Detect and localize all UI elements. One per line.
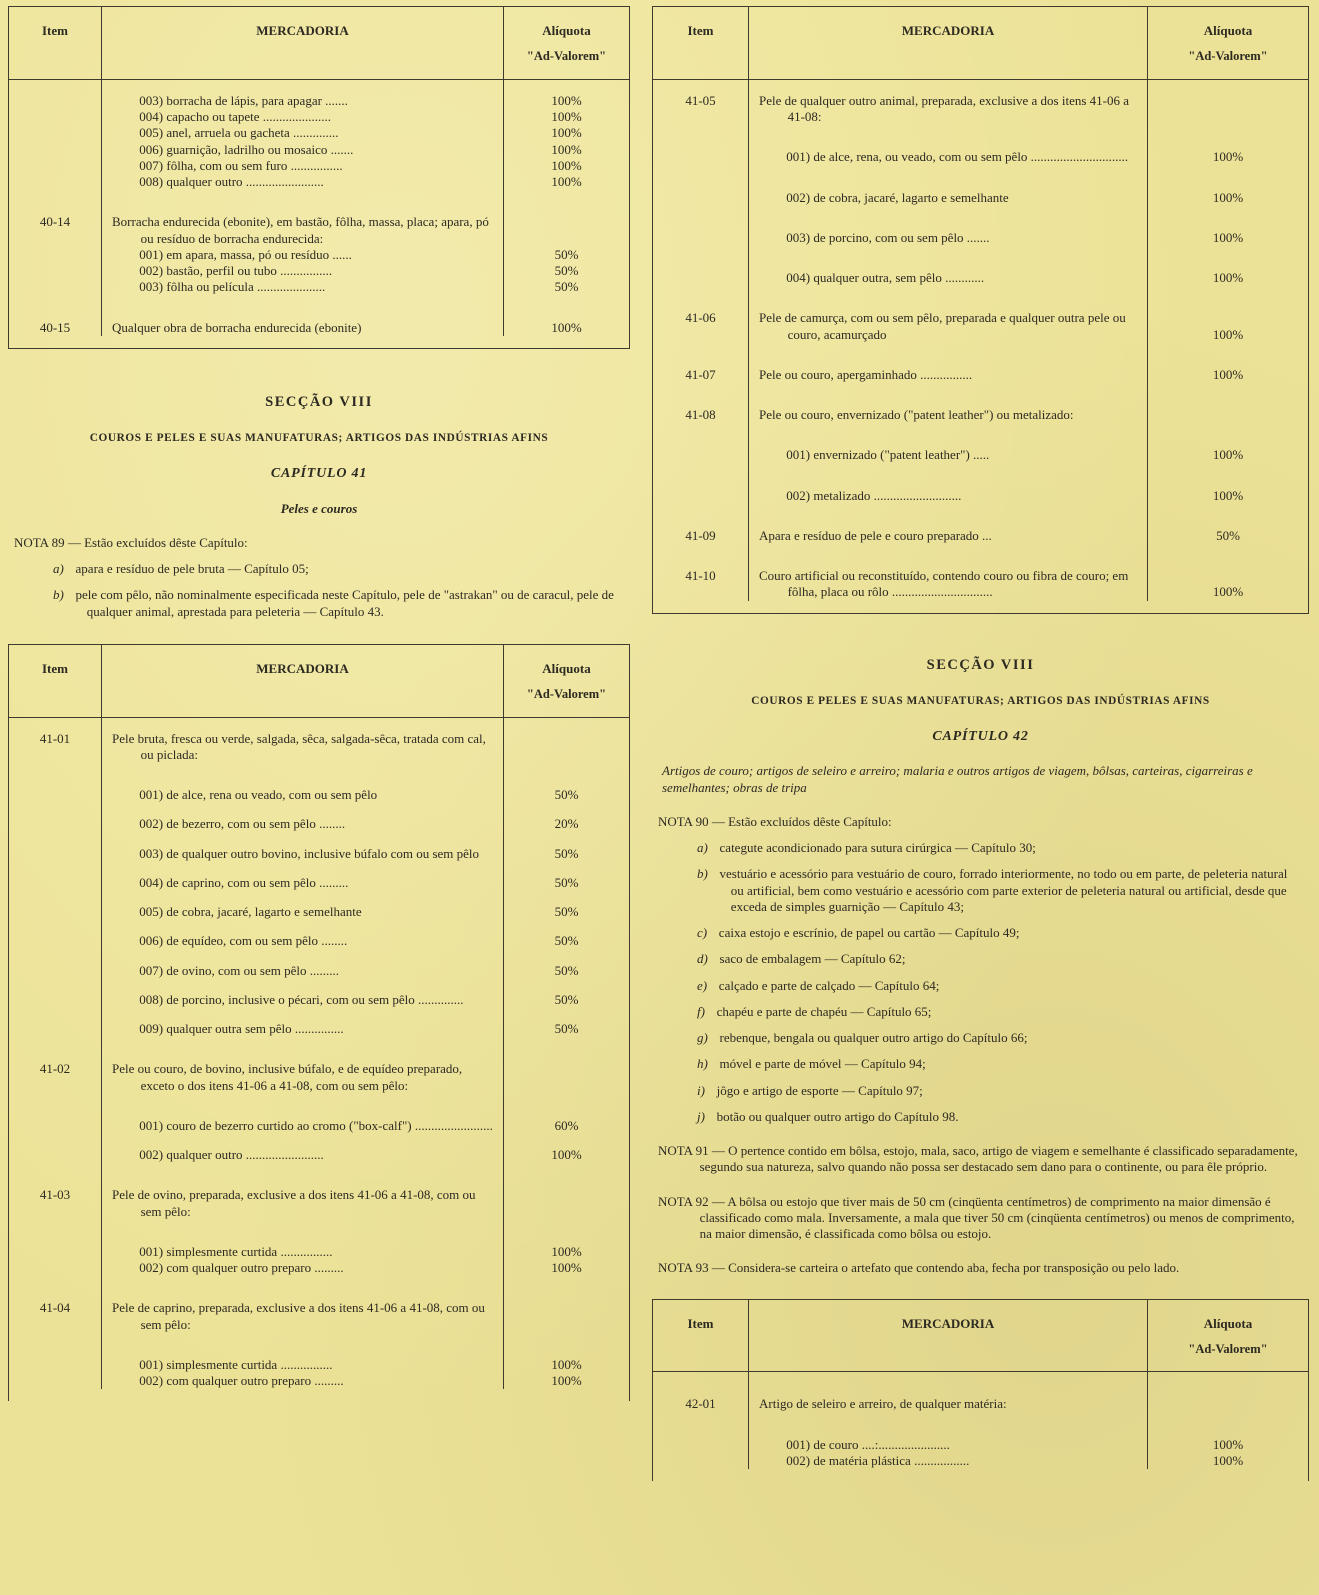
- aliquota-cell: 100%: [1212, 447, 1244, 463]
- note-item-text: rebenque, bengala ou qualquer outro artigo do Capítulo 66;: [719, 1030, 1028, 1046]
- note-item: [658, 840, 1303, 856]
- header-aliquota: [1148, 1300, 1308, 1372]
- note-item-letter: e): [697, 977, 708, 993]
- item-number-cell: [9, 862, 101, 891]
- header-aliquota-line2: "Ad-Valorem": [1188, 1341, 1268, 1356]
- note-item-letter: d): [697, 951, 708, 967]
- note-item-letter: h): [697, 1056, 708, 1072]
- capitulo-heading: CAPÍTULO 42: [932, 728, 1029, 744]
- aliquota-cell: 100%: [1212, 584, 1244, 600]
- mercadoria-cell: 007) fôlha, com ou sem furo ................: [101, 158, 504, 174]
- note-item: [658, 1083, 1303, 1099]
- aliquota-cell: 100%: [1212, 1436, 1244, 1452]
- note-item: [658, 866, 1303, 915]
- table-row: [9, 190, 629, 247]
- table-row: [9, 1276, 629, 1333]
- item-number-cell: [9, 891, 101, 920]
- aliquota-cell: 50%: [554, 904, 579, 920]
- table-row: [9, 862, 629, 891]
- mercadoria-cell: 001) de alce, rena, ou veado, com ou sem pêlo ..............................: [748, 125, 1148, 165]
- nota-90-items: [658, 840, 1303, 1125]
- header-aliquota-line2: "Ad-Valorem": [526, 687, 607, 702]
- note-item-text: saco de embalagem — Capítulo 62;: [719, 951, 906, 967]
- aliquota-cell: 50%: [554, 874, 579, 890]
- table-row: [653, 206, 1308, 246]
- item-number-cell: [9, 279, 101, 295]
- item-number-cell: [653, 125, 748, 165]
- aliquota-cell: [1148, 383, 1308, 423]
- item-number-cell: 41-05: [685, 92, 716, 108]
- aliquota-cell: [1148, 80, 1308, 126]
- table-row: [9, 718, 629, 764]
- table-row: [653, 1372, 1308, 1412]
- item-number-cell: 41-01: [39, 730, 71, 746]
- capitulo-heading: CAPÍTULO 41: [270, 466, 368, 482]
- tariff-table-1: [8, 6, 630, 349]
- table-row: [9, 158, 629, 174]
- header-item: Item: [687, 23, 714, 38]
- aliquota-cell: 50%: [1216, 527, 1240, 543]
- table-row: [9, 1333, 629, 1373]
- item-number-cell: [653, 206, 748, 246]
- aliquota-cell: 100%: [551, 109, 582, 125]
- header-item: Item: [42, 23, 68, 38]
- mercadoria-cell: Borracha endurecida (ebonite), em bastão, fôlha, massa, placa; apara, pó ou resíduo de borracha endurecida:: [101, 190, 504, 247]
- item-number-cell: [9, 142, 101, 158]
- table-row: [653, 80, 1308, 126]
- mercadoria-cell: 002) com qualquer outro preparo .........: [101, 1260, 504, 1276]
- table-header: [9, 7, 629, 80]
- note-item-text: móvel e parte de móvel — Capítulo 94;: [719, 1056, 926, 1072]
- note-item: [658, 1004, 1303, 1020]
- aliquota-cell: 100%: [1212, 270, 1244, 286]
- mercadoria-cell: 002) de bezerro, com ou sem pêlo ........: [101, 803, 504, 832]
- aliquota-cell: 100%: [551, 1373, 582, 1389]
- header-aliquota: [1148, 7, 1308, 79]
- note-item-letter: g): [697, 1030, 708, 1046]
- table-row: [653, 383, 1308, 423]
- aliquota-cell: 100%: [1212, 229, 1244, 245]
- mercadoria-cell: 001) couro de bezerro curtido ao cromo ("box-calf") ........................: [101, 1094, 504, 1134]
- mercadoria-cell: 009) qualquer outra sem pêlo ...............: [101, 1008, 504, 1037]
- header-item: Item: [687, 1315, 714, 1331]
- aliquota-cell: 100%: [551, 125, 582, 141]
- mercadoria-cell: Couro artificial ou reconstituído, contendo couro ou fibra de couro; em fôlha, placa ou rôlo ...............................: [748, 544, 1148, 601]
- table-row: [9, 763, 629, 803]
- item-number-cell: [9, 950, 101, 979]
- note-item: [658, 1056, 1303, 1072]
- table-row: [9, 279, 629, 295]
- item-number-cell: [9, 247, 101, 263]
- header-item: Item: [42, 660, 68, 676]
- table-row: [9, 109, 629, 125]
- tariff-table-3: [652, 6, 1309, 614]
- aliquota-cell: 100%: [1212, 1452, 1244, 1468]
- note-item-letter: b): [53, 587, 64, 603]
- note-item-letter: b): [697, 866, 708, 882]
- table-body: [653, 80, 1308, 613]
- header-aliquota-line1: Alíquota: [1203, 23, 1253, 38]
- mercadoria-cell: 001) de alce, rena ou veado, com ou sem pêlo: [101, 763, 504, 803]
- mercadoria-cell: 002) de cobra, jacaré, lagarto e semelhante: [748, 166, 1148, 206]
- header-mercadoria: MERCADORIA: [748, 1300, 1148, 1372]
- mercadoria-cell: 006) guarnição, ladrilho ou mosaico .......: [101, 142, 504, 158]
- mercadoria-cell: 001) de couro ....:......................: [748, 1413, 1148, 1453]
- mercadoria-cell: Pele de qualquer outro animal, preparada, exclusive a dos itens 41-06 a 41-08:: [748, 80, 1148, 126]
- note-item-text: categute acondicionado para sutura cirúrgica — Capítulo 30;: [719, 840, 1036, 856]
- table-row: [9, 125, 629, 141]
- mercadoria-cell: Pele bruta, fresca ou verde, salgada, sêca, salgada-sêca, tratada com cal, ou piclada:: [101, 718, 504, 764]
- table-row: [653, 166, 1308, 206]
- table-row: [9, 247, 629, 263]
- note-item-text: calçado e parte de calçado — Capítulo 64;: [718, 977, 940, 993]
- nota-90: NOTA 90 — Estão excluídos dêste Capítulo:: [658, 813, 892, 829]
- item-number-cell: [9, 1333, 101, 1373]
- aliquota-cell: 50%: [554, 991, 579, 1007]
- table-row: [9, 1037, 629, 1094]
- header-mercadoria: MERCADORIA: [748, 7, 1148, 79]
- table-row: [9, 1163, 629, 1220]
- aliquota-cell: 100%: [551, 1356, 582, 1372]
- item-number-cell: [9, 80, 101, 109]
- table-row: [653, 544, 1308, 601]
- item-number-cell: [9, 1134, 101, 1163]
- mercadoria-cell: 005) anel, arruela ou gacheta ..............: [101, 125, 504, 141]
- note-item-letter: c): [697, 925, 708, 941]
- aliquota-cell: 50%: [554, 787, 579, 803]
- aliquota-cell: 50%: [554, 263, 579, 279]
- item-number-cell: [653, 423, 748, 463]
- table-body: [9, 80, 629, 348]
- note-item-text: jôgo e artigo de esporte — Capítulo 97;: [716, 1082, 923, 1098]
- capitulo-subtitle: Artigos de couro; artigos de seleiro e arreiro; malaria e outros artigos de viagem, bôlsas, carteiras, cigarreiras e semelhantes; obras de tripa: [662, 763, 1253, 795]
- note-item: [658, 951, 1303, 967]
- note-item-text: pele com pêlo, não nominalmente especificada neste Capítulo, pele de "astrakan" ou de caracul, pele de qualquer animal, aprestada para peleteria — Capítulo 43.: [75, 587, 614, 619]
- item-number-cell: [653, 464, 748, 504]
- table-row: [653, 423, 1308, 463]
- header-aliquota-line1: Alíquota: [542, 660, 591, 676]
- item-number-cell: [653, 1413, 748, 1453]
- aliquota-cell: [1148, 1372, 1308, 1412]
- mercadoria-cell: 003) borracha de lápis, para apagar .......: [101, 80, 504, 109]
- mercadoria-cell: Pele ou couro, apergaminhado ................: [748, 343, 1148, 383]
- mercadoria-cell: 003) fôlha ou película .....................: [101, 279, 504, 295]
- mercadoria-cell: 001) simplesmente curtida ................: [101, 1220, 504, 1260]
- aliquota-cell: 50%: [554, 279, 579, 295]
- note-item-text: chapéu e parte de chapéu — Capítulo 65;: [716, 1003, 932, 1019]
- table-row: [653, 1453, 1308, 1469]
- item-number-cell: [9, 979, 101, 1008]
- aliquota-cell: [504, 1037, 629, 1094]
- note-item-letter: j): [697, 1108, 705, 1124]
- nota-93: NOTA 93 — Considera-se carteira o artefato que contendo aba, fecha por transposição ou pelo lado.: [658, 1260, 1180, 1276]
- mercadoria-cell: 001) simplesmente curtida ................: [101, 1333, 504, 1373]
- table-row: [9, 979, 629, 1008]
- item-number-cell: 42-01: [685, 1396, 716, 1412]
- aliquota-cell: 100%: [1212, 189, 1244, 205]
- table-row: [653, 246, 1308, 286]
- item-number-cell: 41-03: [39, 1187, 71, 1203]
- aliquota-cell: 100%: [1212, 487, 1244, 503]
- table-row: [9, 920, 629, 949]
- aliquota-cell: 100%: [1212, 366, 1244, 382]
- mercadoria-cell: Pele de camurça, com ou sem pêlo, preparada e qualquer outra pele ou couro, acamurçado: [748, 286, 1148, 343]
- table-row: [9, 1220, 629, 1260]
- mercadoria-cell: Pele ou couro, envernizado ("patent leather") ou metalizado:: [748, 383, 1148, 423]
- header-mercadoria: MERCADORIA: [101, 7, 504, 79]
- note-item: [658, 1109, 1303, 1125]
- aliquota-cell: 100%: [551, 1147, 582, 1163]
- table-row: [9, 1260, 629, 1276]
- item-number-cell: [9, 1220, 101, 1260]
- tariff-table-4: [652, 1299, 1309, 1482]
- mercadoria-cell: Qualquer obra de borracha endurecida (ebonite): [101, 296, 504, 336]
- item-number-cell: 41-10: [685, 568, 716, 584]
- table-row: [9, 142, 629, 158]
- aliquota-cell: 100%: [1212, 149, 1244, 165]
- aliquota-cell: 50%: [554, 246, 579, 262]
- aliquota-cell: 100%: [551, 141, 582, 157]
- table-row: [9, 263, 629, 279]
- item-number-cell: [653, 246, 748, 286]
- aliquota-cell: 100%: [551, 1243, 582, 1259]
- seccao-heading: SECÇÃO VIII: [265, 393, 373, 410]
- aliquota-cell: [504, 190, 629, 247]
- right-column: [652, 6, 1309, 1589]
- table-row: [653, 343, 1308, 383]
- item-number-cell: [9, 174, 101, 190]
- aliquota-cell: 100%: [551, 319, 582, 335]
- mercadoria-cell: 007) de ovino, com ou sem pêlo .........: [101, 950, 504, 979]
- mercadoria-cell: Pele de ovino, preparada, exclusive a dos itens 41-06 a 41-08, com ou sem pêlo:: [101, 1163, 504, 1220]
- note-item: [658, 925, 1303, 941]
- table-row: [9, 833, 629, 862]
- item-number-cell: [9, 1260, 101, 1276]
- aliquota-cell: 100%: [551, 157, 582, 173]
- mercadoria-cell: Apara e resíduo de pele e couro preparado ...: [748, 504, 1148, 544]
- item-number-cell: [9, 1008, 101, 1037]
- table-row: [9, 174, 629, 190]
- item-number-cell: [9, 125, 101, 141]
- aliquota-cell: 100%: [1212, 326, 1244, 342]
- mercadoria-cell: 008) de porcino, inclusive o pécari, com ou sem pêlo ..............: [101, 979, 504, 1008]
- aliquota-cell: 60%: [554, 1117, 579, 1133]
- aliquota-cell: 100%: [551, 92, 582, 108]
- table-row: [9, 803, 629, 832]
- table-row: [9, 296, 629, 336]
- mercadoria-cell: 004) capacho ou tapete .....................: [101, 109, 504, 125]
- mercadoria-cell: 004) qualquer outra, sem pêlo ............: [748, 246, 1148, 286]
- table-row: [653, 504, 1308, 544]
- mercadoria-cell: 002) com qualquer outro preparo .........: [101, 1373, 504, 1389]
- seccao-description: COUROS E PELES E SUAS MANUFATURAS; ARTIGOS DAS INDÚSTRIAS AFINS: [751, 694, 1210, 707]
- aliquota-cell: [504, 718, 629, 764]
- aliquota-cell: [504, 1163, 629, 1220]
- item-number-cell: [653, 1453, 748, 1469]
- table-row: [9, 80, 629, 109]
- aliquota-cell: 50%: [554, 1021, 579, 1037]
- note-item: [658, 978, 1303, 994]
- header-aliquota-line2: "Ad-Valorem": [1188, 49, 1268, 64]
- note-item: [14, 587, 624, 620]
- item-number-cell: [9, 109, 101, 125]
- note-item-letter: a): [697, 840, 708, 856]
- header-aliquota: [504, 645, 629, 717]
- seccao-description: COUROS E PELES E SUAS MANUFATURAS; ARTIGOS DAS INDÚSTRIAS AFINS: [89, 432, 549, 444]
- mercadoria-cell: 008) qualquer outro ........................: [101, 174, 504, 190]
- table-row: [653, 1413, 1308, 1453]
- table-header: [9, 645, 629, 718]
- nota-89: NOTA 89 — Estão excluídos dêste Capítulo:: [14, 534, 248, 550]
- table-row: [653, 464, 1308, 504]
- note-item: [14, 561, 624, 577]
- header-aliquota-line1: Alíquota: [542, 23, 591, 38]
- note-item-text: caixa estojo e escrínio, de papel ou cartão — Capítulo 49;: [718, 925, 1020, 941]
- table-row: [653, 286, 1308, 343]
- mercadoria-cell: 003) de porcino, com ou sem pêlo .......: [748, 206, 1148, 246]
- aliquota-cell: 50%: [554, 962, 579, 978]
- mercadoria-cell: Pele ou couro, de bovino, inclusive búfalo, e de equídeo preparado, exceto o dos itens 41-06 a 41-08, com ou sem pêlo:: [101, 1037, 504, 1094]
- item-number-cell: 40-15: [39, 319, 71, 335]
- header-aliquota: [504, 7, 629, 79]
- table-header: [653, 1300, 1308, 1373]
- mercadoria-cell: Pele de caprino, preparada, exclusive a dos itens 41-06 a 41-08, com ou sem pêlo:: [101, 1276, 504, 1333]
- aliquota-cell: 20%: [554, 816, 579, 832]
- table-row: [9, 950, 629, 979]
- item-number-cell: 41-02: [39, 1061, 71, 1077]
- item-number-cell: [9, 803, 101, 832]
- note-item-letter: i): [697, 1082, 705, 1098]
- section-capitulo-42: [652, 638, 1309, 1281]
- item-number-cell: [653, 166, 748, 206]
- table-row: [9, 1008, 629, 1037]
- aliquota-cell: 50%: [554, 933, 579, 949]
- item-number-cell: 40-14: [39, 214, 71, 230]
- item-number-cell: [9, 833, 101, 862]
- mercadoria-cell: 001) envernizado ("patent leather") .....: [748, 423, 1148, 463]
- note-item: [658, 1030, 1303, 1046]
- note-item-letter: f): [697, 1003, 705, 1019]
- item-number-cell: 41-07: [685, 366, 716, 382]
- left-column: [8, 6, 630, 1589]
- mercadoria-cell: 006) de equídeo, com ou sem pêlo ........: [101, 920, 504, 949]
- item-number-cell: [9, 1373, 101, 1389]
- mercadoria-cell: 003) de qualquer outro bovino, inclusive búfalo com ou sem pêlo: [101, 833, 504, 862]
- item-number-cell: 41-06: [685, 310, 716, 326]
- header-aliquota-line1: Alíquota: [1203, 1315, 1253, 1331]
- header-mercadoria: MERCADORIA: [101, 645, 504, 717]
- table-row: [9, 891, 629, 920]
- table-row: [9, 1373, 629, 1389]
- table-body: [653, 1372, 1308, 1481]
- mercadoria-cell: 002) qualquer outro ........................: [101, 1134, 504, 1163]
- table-row: [9, 1134, 629, 1163]
- mercadoria-cell: 002) metalizado ...........................: [748, 464, 1148, 504]
- item-number-cell: 41-08: [685, 407, 716, 423]
- nota-92: NOTA 92 — A bôlsa ou estojo que tiver mais de 50 cm (cinqüenta centímetros) de comprimento na maior dimensão é classificado como mala. Inversamente, a mala que tiver 50 cm (cinqüenta centímetros) ou menos de comprimento, na maior dimensão, é classificada como bôlsa ou estojo.: [658, 1193, 1295, 1242]
- mercadoria-cell: Artigo de seleiro e arreiro, de qualquer matéria:: [748, 1372, 1148, 1412]
- table-header: [653, 7, 1308, 80]
- note-item-letter: a): [53, 561, 64, 577]
- section-capitulo-41: [8, 375, 630, 624]
- capitulo-subtitle: Peles e couros: [280, 500, 358, 516]
- item-number-cell: [9, 1094, 101, 1134]
- mercadoria-cell: 001) em apara, massa, pó ou resíduo ......: [101, 247, 504, 263]
- seccao-heading: SECÇÃO VIII: [926, 656, 1035, 673]
- note-item-text: apara e resíduo de pele bruta — Capítulo 05;: [75, 561, 309, 577]
- note-item-text: botão ou qualquer outro artigo do Capítulo 98.: [716, 1108, 959, 1124]
- item-number-cell: [9, 763, 101, 803]
- aliquota-cell: [504, 1276, 629, 1333]
- item-number-cell: [9, 263, 101, 279]
- aliquota-cell: 50%: [554, 845, 579, 861]
- table-body: [9, 718, 629, 1402]
- tariff-table-2: [8, 644, 630, 1402]
- mercadoria-cell: 004) de caprino, com ou sem pêlo .........: [101, 862, 504, 891]
- table-row: [9, 1094, 629, 1134]
- table-row: [653, 125, 1308, 165]
- item-number-cell: [9, 920, 101, 949]
- aliquota-cell: 100%: [551, 174, 582, 190]
- item-number-cell: 41-09: [685, 527, 716, 543]
- mercadoria-cell: 002) bastão, perfil ou tubo ................: [101, 263, 504, 279]
- note-item-text: vestuário e acessório para vestuário de couro, forrado interiormente, no todo ou em parte, de peleteria natural ou artificial, bem como vestuário e acessório com parte exterior de peleteria natural ou artificial, desde que exceda de simples guarnição — Capítulo 43;: [719, 866, 1288, 914]
- nota-89-items: [14, 561, 624, 620]
- item-number-cell: 41-04: [39, 1300, 71, 1316]
- mercadoria-cell: 005) de cobra, jacaré, lagarto e semelhante: [101, 891, 504, 920]
- header-aliquota-line2: "Ad-Valorem": [526, 49, 607, 64]
- mercadoria-cell: 002) de matéria plástica .................: [748, 1453, 1148, 1469]
- aliquota-cell: 100%: [551, 1260, 582, 1276]
- nota-91: NOTA 91 — O pertence contido em bôlsa, estojo, mala, saco, artigo de viagem e semelhante é classificado separadamente, segundo sua natureza, salvo quando não possa ser destacado sem dano para o continente, ou para êle próprio.: [658, 1143, 1298, 1175]
- item-number-cell: [9, 158, 101, 174]
